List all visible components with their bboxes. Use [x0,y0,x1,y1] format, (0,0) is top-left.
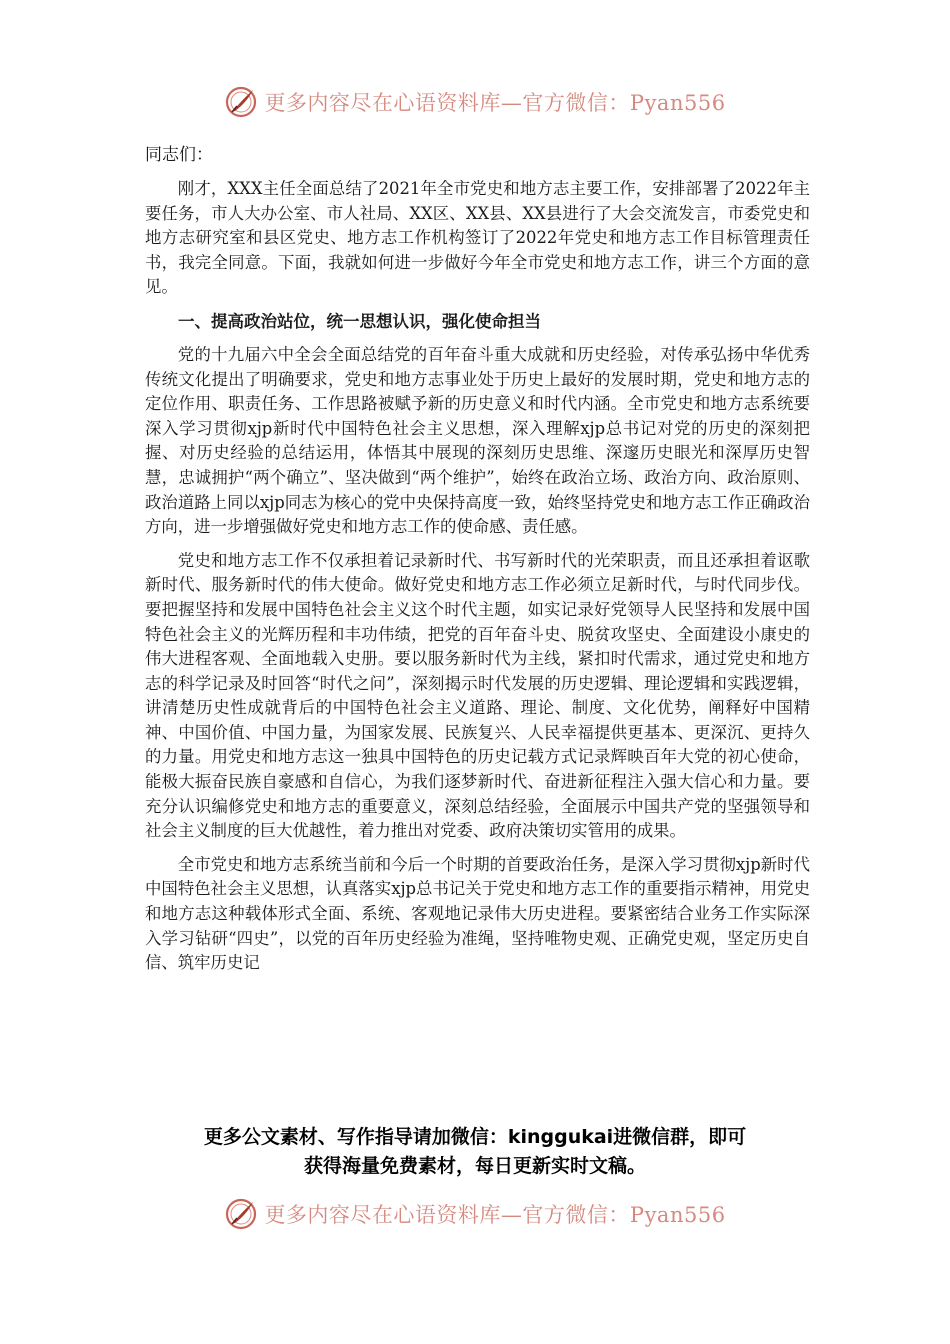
promo-banner [140,1123,810,1181]
intro-paragraph: 刚才，XXX主任全面总结了2021年全市党史和地方志主要工作，安排部署了2022年主要任务，市人大办公室、市人社局、XX区、XX县、XX县进行了大会交流发言，市委党史和地方志研究室和县区党史、地方志工作机构签订了2022年党史和地方志工作目标管理责任书，我完全同意。下面，我就如何进一步做好今年全市党史和地方志工作，讲三个方面的意见。 [145,179,810,297]
quill-logo-icon [224,1197,258,1231]
paragraph: 党的十九届六中全会全面总结党的百年奋斗重大成就和历史经验，对传承弘扬中华优秀传统文化提出了明确要求，党史和地方志事业处于历史上最好的发展时期，党史和地方志的定位作用、职责任务、工作思路被赋予新的历史意义和时代内涵。全市党史和地方志系统要深入学习贯彻xjp新时代中国特色社会主义思想，深入理解xjp总书记对党的历史的深刻把握、对历史经验的总结运用，体悟其中展现的深刻历史思维、深邃历史眼光和深厚历史智慧，忠诚拥护“两个确立”、坚决做到“两个维护”，始终在政治立场、政治方向、政治原则、政治道路上同以xjp同志为核心的党中央保持高度一致，始终坚持党史和地方志工作正确政治方向，进一步增强做好党史和地方志工作的使命感、责任感。 [145,344,810,537]
watermark-text: 更多内容尽在心语资料库—官方微信：Pyan556 [264,91,726,115]
watermark-header [0,82,950,122]
salutation: 同志们： [145,145,213,165]
section-heading: 一、提高政治站位，统一思想认识，强化使命担当 [178,311,541,331]
promo-line-2: 获得海量免费素材，每日更新实时文稿。 [303,1155,646,1177]
watermark-footer [0,1194,950,1234]
watermark-text: 更多内容尽在心语资料库—官方微信：Pyan556 [264,1203,726,1227]
paragraph: 党史和地方志工作不仅承担着记录新时代、书写新时代的光荣职责，而且还承担着讴歌新时代、服务新时代的伟大使命。做好党史和地方志工作必须立足新时代，与时代同步伐。要把握坚持和发展中国特色社会主义这个时代主题，如实记录好党领导人民坚持和发展中国特色社会主义的光辉历程和丰功伟绩，把党的百年奋斗史、脱贫攻坚史、全面建设小康史的伟大进程客观、全面地载入史册。要以服务新时代为主线，紧扣时代需求，通过党史和地方志的科学记录及时回答“时代之问”，深刻揭示时代发展的历史逻辑、理论逻辑和实践逻辑，讲清楚历史性成就背后的中国特色社会主义道路、理论、制度、文化优势，阐释好中国精神、中国价值、中国力量，为国家发展、民族复兴、人民幸福提供更基本、更深沉、更持久的力量。用党史和地方志这一独具中国特色的历史记载方式记录辉映百年大党的初心使命，能极大振奋民族自豪感和自信心，为我们逐梦新时代、奋进新征程注入强大信心和力量。要充分认识编修党史和地方志的重要意义，深刻总结经验，全面展示中国共产党的坚强领导和社会主义制度的巨大优越性，着力推出对党委、政府决策切实管用的成果。 [145,550,810,841]
document-body [145,143,810,985]
promo-line-1: 更多公文素材、写作指导请加微信：kinggukai进微信群，即可 [203,1126,747,1148]
quill-logo-icon [224,85,258,119]
paragraph: 全市党史和地方志系统当前和今后一个时期的首要政治任务，是深入学习贯彻xjp新时代中国特色社会主义思想，认真落实xjp总书记关于党史和地方志工作的重要指示精神，用党史和地方志这种载体形式全面、系统、客观地记录伟大历史进程。要紧密结合业务工作实际深入学习钻研“四史”，以党的百年历史经验为准绳，坚持唯物史观、正确党史观，坚定历史自信、筑牢历史记 [145,854,810,973]
